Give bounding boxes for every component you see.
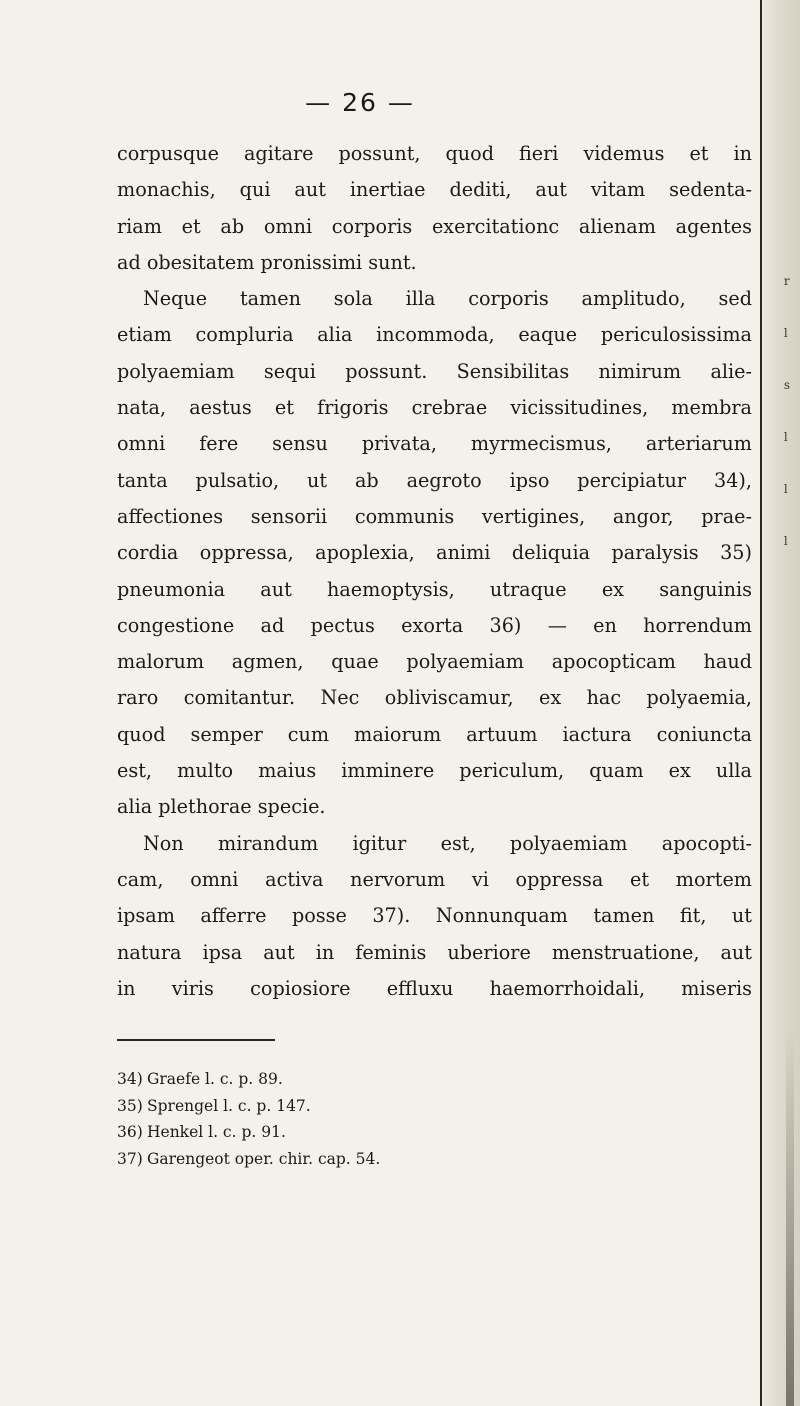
edge-mark: r (783, 274, 790, 288)
paragraph-first-line: Neque tamen sola illa corporis amplitudo, sed (143, 287, 752, 311)
footnote-text: Henkel l. c. p. 91. (147, 1123, 286, 1141)
text-line: polyaemiam sequi possunt. Sensibilitas nimirum alie- (117, 359, 752, 383)
text-line: tanta pulsatio, ut ab aegroto ipso percipiatur 34), (117, 468, 752, 492)
footnote-divider (117, 1039, 275, 1041)
footnote-text: Graefe l. c. p. 89. (147, 1070, 283, 1088)
text-line: riam et ab omni corporis exercitationc alienam agentes (117, 214, 752, 238)
text-line: ad obesitatem pronissimi sunt. (117, 250, 417, 274)
edge-mark: s (783, 378, 790, 392)
footnote-number: 36) (117, 1123, 143, 1141)
text-line: nata, aestus et frigoris crebrae vicissitudines, membra (117, 396, 752, 420)
edge-mark: l (783, 430, 788, 444)
text-line: est, multo maius imminere periculum, quam ex ulla (117, 759, 752, 783)
text-line: pneumonia aut haemoptysis, utraque ex sanguinis (117, 577, 752, 601)
text-line: corpusque agitare possunt, quod fieri videmus et in (117, 142, 752, 165)
footnote-text: Garengeot oper. chir. cap. 54. (147, 1149, 381, 1168)
edge-mark: l (783, 482, 788, 496)
footnote (117, 1119, 717, 1146)
text-line: ipsam afferre posse 37). Nonnunquam tamen fit, ut (117, 904, 752, 928)
body-text (117, 136, 752, 1007)
adjacent-page-marks (784, 255, 790, 567)
adjacent-page-edge (760, 0, 800, 1406)
text-line: natura ipsa aut in feminis uberiore menstruatione, aut (117, 940, 752, 964)
text-line: cordia oppressa, apoplexia, animi deliquia paralysis 35) (117, 541, 752, 565)
text-line: in viris copiosiore effluxu haemorrhoidali, miseris (117, 976, 752, 1000)
text-line: quod semper cum maiorum artuum iactura coniuncta (117, 722, 752, 746)
edge-mark: l (783, 534, 788, 548)
paragraph-first-line: Non mirandum igitur est, polyaemiam apocopti- (143, 831, 752, 855)
text-line: congestione ad pectus exorta 36) — en horrendum (117, 613, 752, 637)
text-line: raro comitantur. Nec obliviscamur, ex hac polyaemia, (117, 686, 752, 710)
footnote (117, 1093, 717, 1120)
footnotes (117, 1066, 717, 1172)
footnote (117, 1066, 717, 1093)
footnote-number: 35) (117, 1096, 143, 1115)
footnote-number: 37) (117, 1149, 143, 1168)
text-line: alia plethorae specie. (117, 795, 326, 819)
text-line: omni fere sensu privata, myrmecismus, arteriarum (117, 432, 752, 456)
page-number: — 26 — (305, 88, 415, 117)
text-line: cam, omni activa nervorum vi oppressa et mortem (117, 867, 752, 891)
text-line: etiam compluria alia incommoda, eaque periculosissima (117, 323, 752, 347)
footnote-text: Sprengel l. c. p. 147. (147, 1096, 311, 1115)
text-line: malorum agmen, quae polyaemiam apocopticam haud (117, 650, 752, 674)
footnote (117, 1146, 717, 1173)
text-line: monachis, qui aut inertiae dediti, aut vitam sedenta- (117, 178, 752, 202)
edge-mark: l (783, 326, 788, 340)
footnote-number: 34) (117, 1070, 143, 1088)
text-line: affectiones sensorii communis vertigines, angor, prae- (117, 504, 752, 528)
